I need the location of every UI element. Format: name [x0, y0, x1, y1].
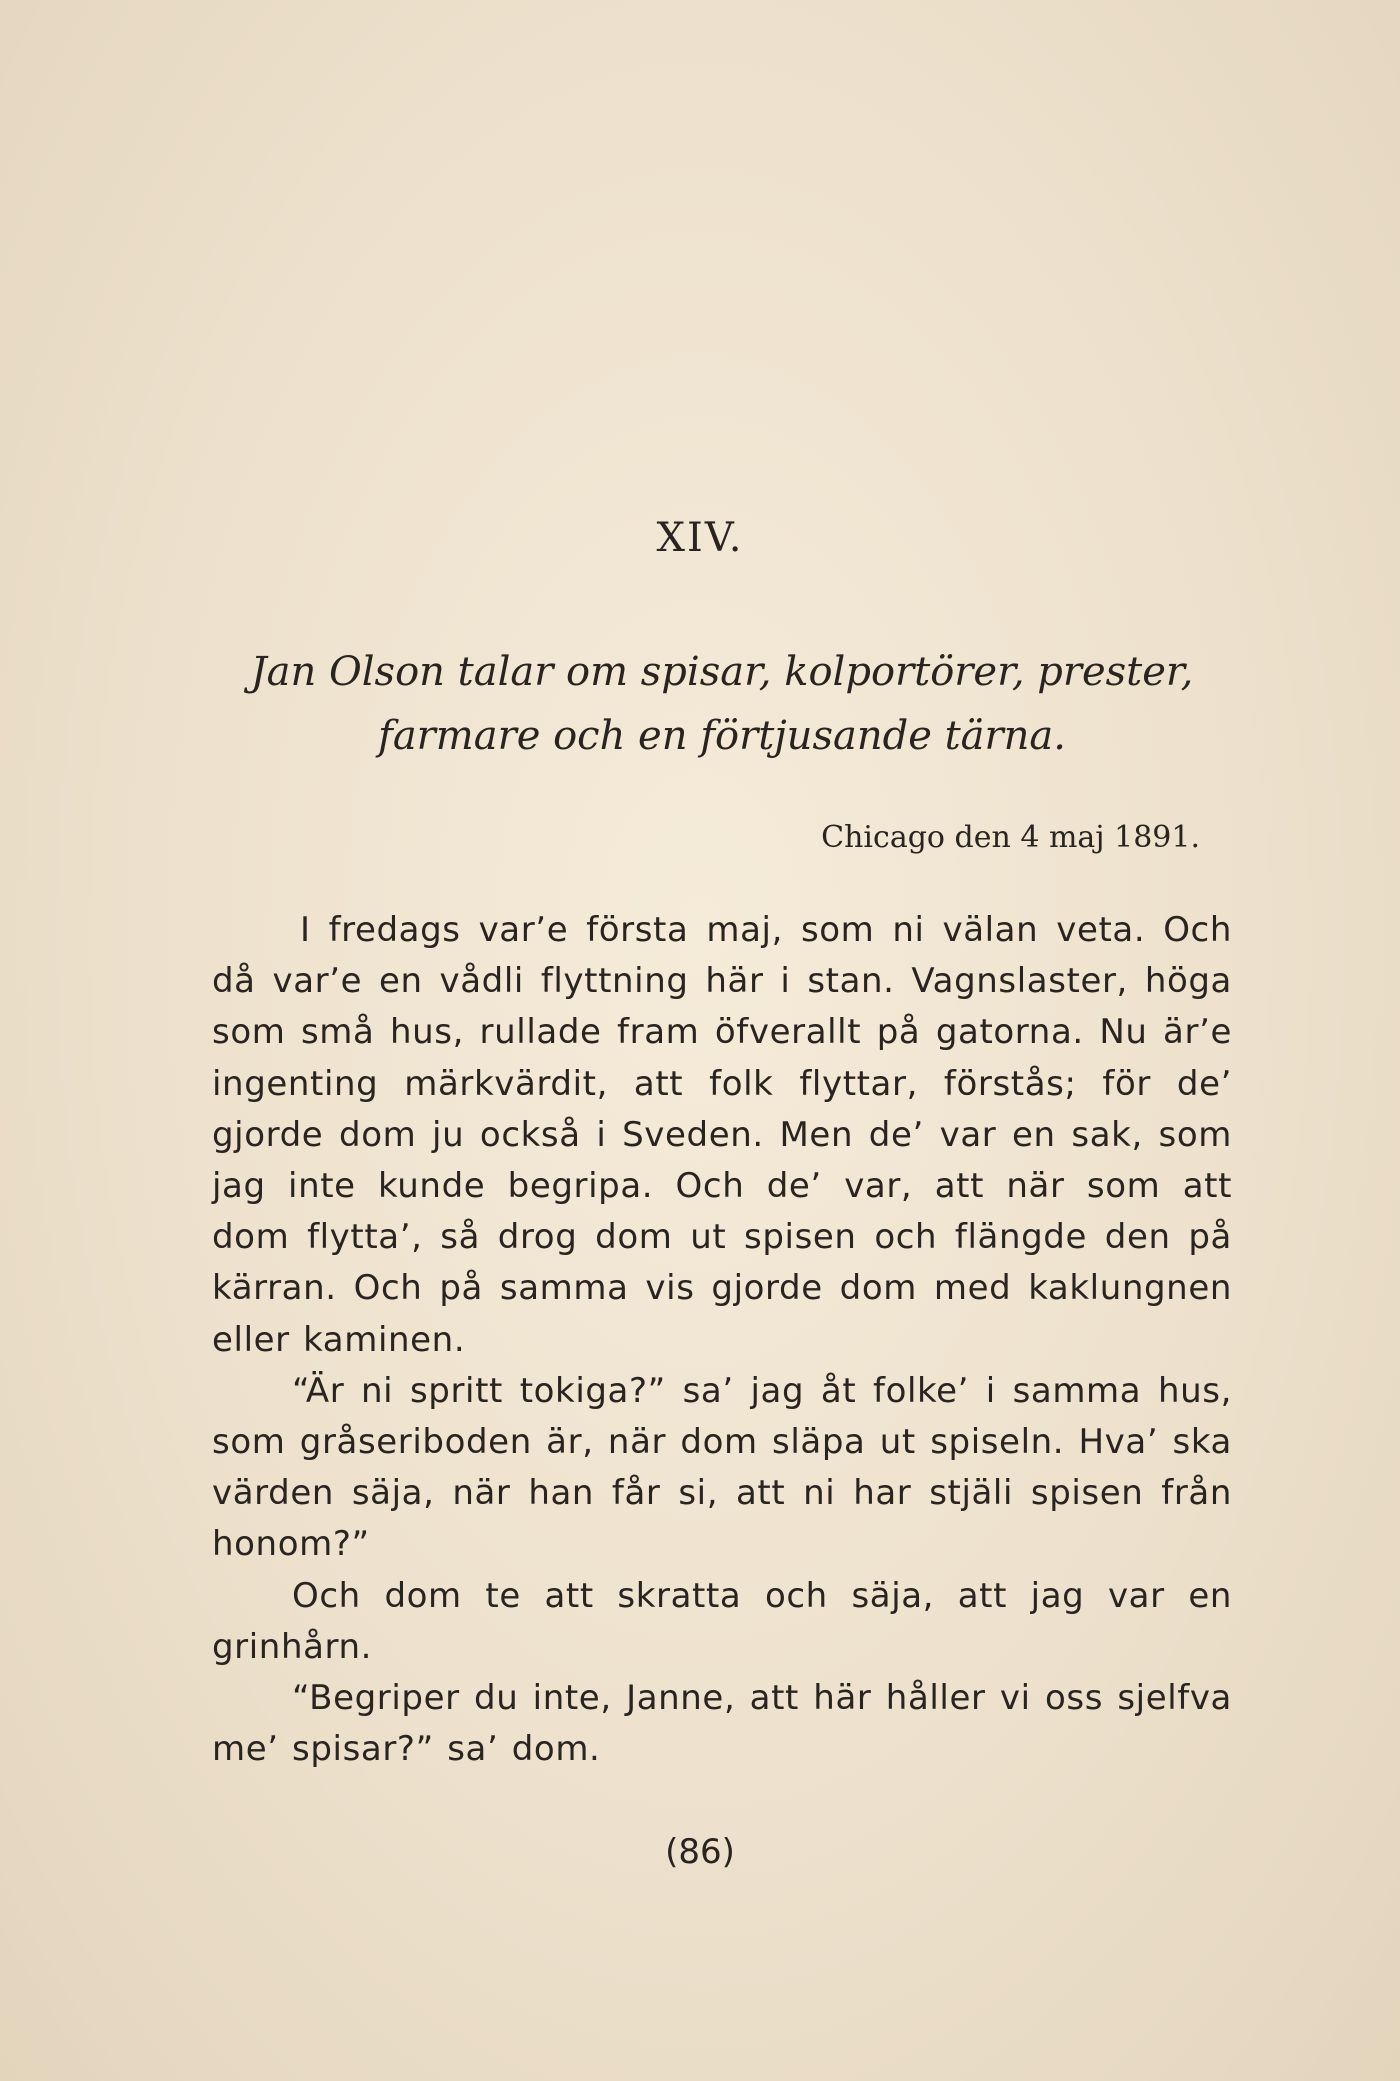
chapter-title: Jan Olson talar om spisar, kolportörer, prester, farmare och en förtjusande tärna. — [250, 649, 1194, 759]
paragraph: “Begriper du inte, Janne, att här håller vi oss sjelfva me’ spisar?” sa’ dom. — [212, 1678, 1232, 1770]
page-number: (86) — [665, 1832, 735, 1872]
paragraph: I fredags var’e första maj, som ni välan veta. Och då var’e en vådli flyttning här i stan. Vagnslaster, höga som små hus, rullade fram öfverallt på gatorna. Nu är’e ingenting märkvärdit, att folk flyttar, förstås; för de’ gjorde dom ju också i Sveden. Men de’ var en sak, som jag inte kunde begripa. Och de’ var, att när som att dom flytta’, så drog dom ut spisen och flängde den på kärran. Och på samma vis gjorde dom med kaklungnen eller kaminen. — [212, 910, 1232, 1360]
paragraph: Och dom te att skratta och säja, att jag var en grinhårn. — [212, 1575, 1232, 1667]
dateline: Chicago den 4 maj 1891. — [821, 820, 1200, 855]
body-text — [212, 905, 1232, 1775]
chapter-number: XIV. — [656, 515, 744, 561]
paragraph: “Är ni spritt tokiga?” sa’ jag åt folke’ i samma hus, som gråseriboden är, när dom släpa ut spiseln. Hva’ ska värden säja, när han får si, att ni har stjäli spisen från honom?” — [212, 1370, 1232, 1565]
show-through-text — [200, 150, 1350, 670]
